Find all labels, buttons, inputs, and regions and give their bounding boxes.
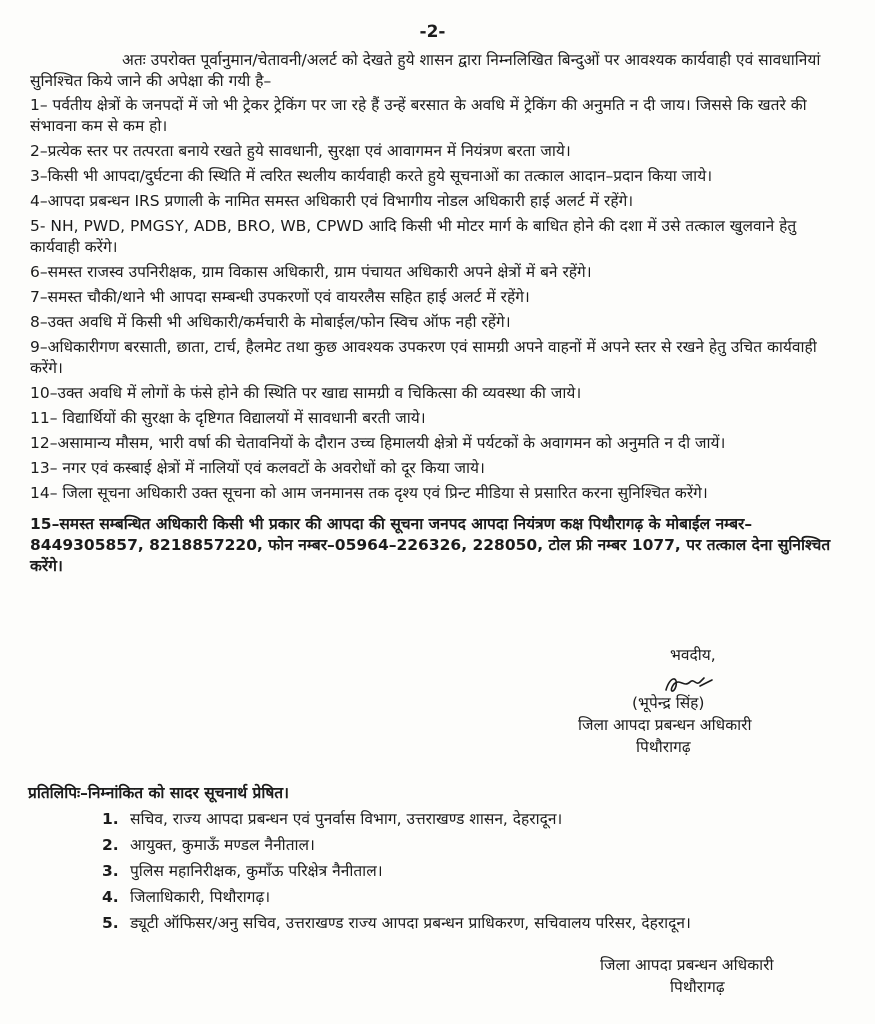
instruction-item-4: 4–आपदा प्रबन्धन IRS प्रणाली के नामित समस्त अधिकारी एवं विभागीय नोडल अधिकारी हाई अलर्ट में रहेंगे।	[30, 192, 634, 210]
instruction-item-12: 12–असामान्य मौसम, भारी वर्षा की चेतावनियों के दौरान उच्च हिमालयी क्षेत्रो में पर्यटकों के अवागमन को अनुमति न दी जायें।	[30, 434, 726, 452]
instruction-item-7: 7–समस्त चौकी/थाने भी आपदा सम्बन्धी उपकरणों एवं वायरलैस सहित हाई अलर्ट में रहेंगे।	[30, 288, 530, 306]
instruction-list	[30, 95, 835, 577]
instruction-item-11: 11– विद्यार्थियों की सुरक्षा के दृष्टिगत विद्यालयों में सावधानी बरती जाये।	[30, 409, 426, 427]
copy-recipient-number: 4.	[102, 888, 119, 906]
instruction-item-14: 14– जिला सूचना अधिकारी उक्त सूचना को आम जनमानस तक दृश्य एवं प्रिन्ट मीडिया से प्रसारित करना सुनिश्चित करेंगे।	[30, 484, 708, 502]
footer-place: पिथौरागढ़	[670, 978, 725, 996]
copy-recipient	[28, 834, 828, 857]
copy-recipient	[28, 808, 828, 831]
copy-recipient	[28, 860, 828, 883]
instruction-item-5: 5- NH, PWD, PMGSY, ADB, BRO, WB, CPWD आदि किसी भी मोटर मार्ग के बाधित होने की दशा में उसे तत्काल खुलवाने हेतु कार्यवाही करेंगे।	[30, 217, 797, 256]
copy-recipient-number: 3.	[102, 862, 119, 880]
signature-block	[578, 644, 848, 758]
copy-recipient-list	[28, 808, 828, 935]
sign-name: (भूपेन्द्र सिंह)	[632, 694, 705, 712]
instruction-item-9: 9–अधिकारीगण बरसाती, छाता, टार्च, हैलमेट तथा कुछ आवश्यक उपकरण एवं सामग्री अपने वाहनों में अपने स्तर से रखने हेतु उचित कार्यवाही करेंगे।	[30, 338, 817, 377]
copy-recipient-text: आयुक्त, कुमाऊँ मण्डल नैनीताल।	[130, 836, 315, 854]
copy-recipient-text: ड्यूटी ऑफिसर/अनु सचिव, उत्तराखण्ड राज्य आपदा प्रबन्धन प्राधिकरण, सचिवालय परिसर, देहरादून।	[130, 914, 691, 932]
copy-recipient-text: सचिव, राज्य आपदा प्रबन्धन एवं पुनर्वास विभाग, उत्तराखण्ड शासन, देहरादून।	[130, 810, 563, 828]
copy-heading: प्रतिलिपिः–निम्नांकित को सादर सूचनार्थ प्रेषित।	[28, 784, 290, 802]
instruction-item-10: 10–उक्त अवधि में लोगों के फंसे होने की स्थिति पर खाद्य सामग्री व चिकित्सा की व्यवस्था की जाये।	[30, 384, 582, 402]
instruction-item-13: 13– नगर एवं कस्बाई क्षेत्रों में नालियों एवं कलवटों के अवरोधों को दूर किया जाये।	[30, 459, 485, 477]
copy-recipient	[28, 912, 828, 935]
copy-to-block	[28, 782, 828, 938]
instruction-item-6: 6–समस्त राजस्व उपनिरीक्षक, ग्राम विकास अधिकारी, ग्राम पंचायत अधिकारी अपने क्षेत्रों में बने रहेंगे।	[30, 263, 592, 281]
copy-recipient-text: जिलाधिकारी, पिथौरागढ़।	[130, 888, 271, 906]
page-number: -2-	[419, 22, 446, 42]
copy-recipient-text: पुलिस महानिरीक्षक, कुमाँऊ परिक्षेत्र नैनीताल।	[130, 862, 383, 880]
footer-designation: जिला आपदा प्रबन्धन अधिकारी	[600, 956, 774, 974]
sign-regards: भवदीय,	[670, 646, 716, 664]
instruction-item-15: 15–समस्त सम्बन्धित अधिकारी किसी भी प्रकार की आपदा की सूचना जनपद आपदा नियंत्रण कक्ष पिथौरागढ़ के मोबाईल नम्बर–8449305857, 8218857220, फोन नम्बर–05964–226326, 228050, टोल फ्री नम्बर 1077, पर तत्काल देना सुनिश्चित करेंगे।	[30, 515, 831, 575]
sign-place: पिथौरागढ़	[636, 738, 691, 756]
instruction-item-2: 2–प्रत्येक स्तर पर तत्परता बनाये रखते हुये सावधानी, सुरक्षा एवं आवागमन में नियंत्रण बरता जाये।	[30, 142, 571, 160]
instruction-item-3: 3–किसी भी आपदा/दुर्घटना की स्थिति में त्वरित स्थलीय कार्यवाही करते हुये सूचनाओं का तत्काल आदान–प्रदान किया जाये।	[30, 167, 713, 185]
intro-paragraph: अतः उपरोक्त पूर्वानुमान/चेतावनी/अलर्ट को देखते हुये शासन द्वारा निम्नलिखित बिन्दुओं पर आवश्यक कार्यवाही एवं सावधानियां सुनिश्चित किये जाने की अपेक्षा की गयी है–	[30, 51, 821, 90]
copy-recipient	[28, 886, 828, 909]
copy-recipient-number: 2.	[102, 836, 119, 854]
sign-designation: जिला आपदा प्रबन्धन अधिकारी	[578, 716, 752, 734]
copy-recipient-number: 5.	[102, 914, 119, 932]
footer-signatory	[600, 954, 773, 998]
instruction-item-1: 1– पर्वतीय क्षेत्रों के जनपदों में जो भी ट्रेकर ट्रेकिंग पर जा रहे हैं उन्हें बरसात के अवधि में ट्रेकिंग की अनुमति न दी जाय। जिससे कि खतरे की संभावना कम से कम हो।	[30, 96, 807, 135]
instruction-item-8: 8–उक्त अवधि में किसी भी अधिकारी/कर्मचारी के मोबाईल/फोन स्विच ऑफ नही रहेंगे।	[30, 313, 511, 331]
copy-recipient-number: 1.	[102, 810, 119, 828]
